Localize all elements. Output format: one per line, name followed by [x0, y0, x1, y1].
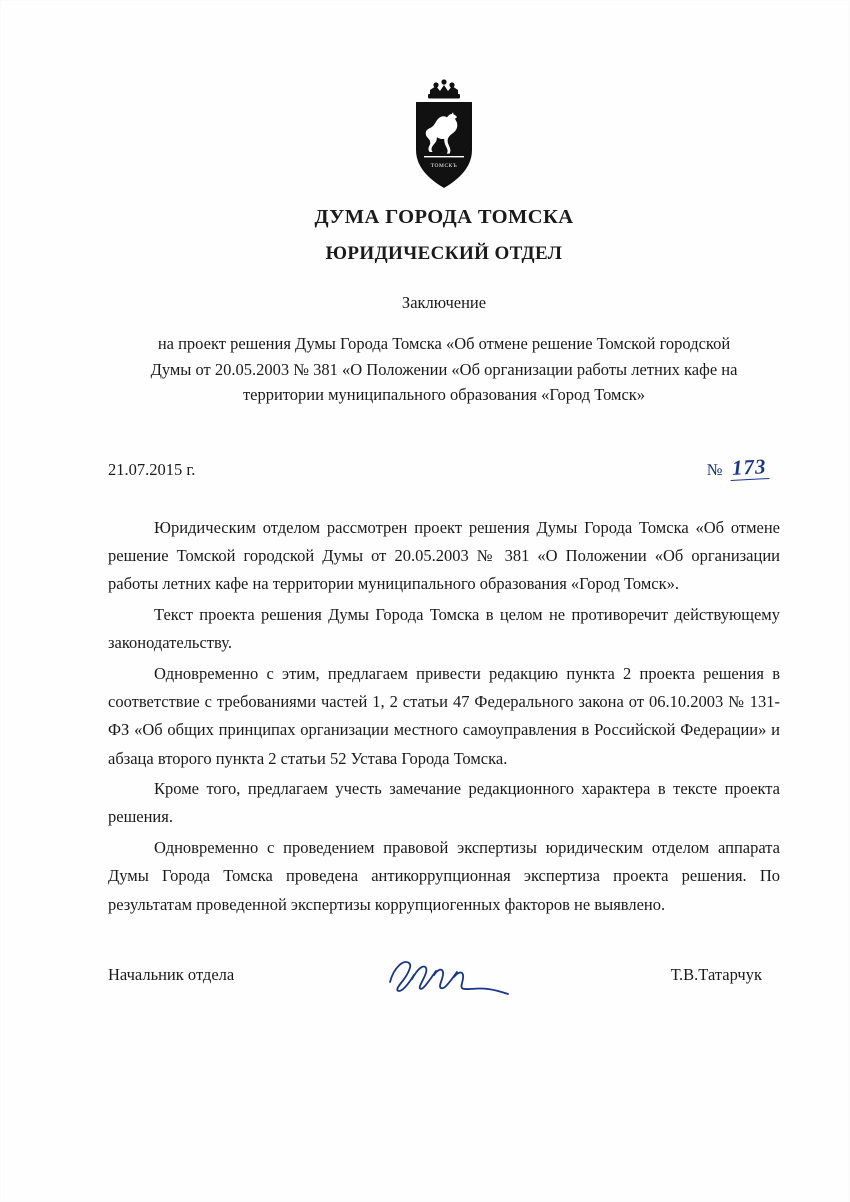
document-body: [108, 514, 780, 919]
emblem-container: [108, 72, 780, 196]
department-title: ЮРИДИЧЕСКИЙ ОТДЕЛ: [325, 243, 563, 264]
document-content: [108, 72, 780, 985]
signer-name: Т.В.Татарчук: [670, 964, 762, 984]
coat-of-arms-icon: [396, 72, 492, 196]
body-paragraph: Юридическим отделом рассмотрен проект решения Думы Города Томска «Об отмене решение Томской городской Думы от 20.05.2003 № 381 «О Положении «Об организации работы летних кафе на территории муниципального образования «Город Томск».: [108, 517, 780, 594]
body-paragraph: Одновременно с этим, предлагаем привести редакцию пункта 2 проекта решения в соответствие с требованиями частей 1, 2 статьи 47 Федерального закона от 06.10.2003 № 131-ФЗ «Об общих принципах организации местного самоуправления в Российской Федерации» и абзаца второго пункта 2 статьи 52 Устава Города Томска.: [108, 663, 780, 768]
document-kind: Заключение: [401, 293, 487, 312]
organization-title: ДУМА ГОРОДА ТОМСКА: [314, 206, 574, 228]
body-paragraph: Текст проекта решения Думы Города Томска в целом не противоречит действующему законодательству.: [108, 604, 780, 653]
svg-text:ТОМСКЪ: ТОМСКЪ: [430, 163, 458, 169]
body-paragraph: Кроме того, предлагаем учесть замечание редакционного характера в тексте проекта решения.: [108, 779, 780, 827]
signature-row: [108, 965, 780, 985]
body-paragraph: Одновременно с проведением правовой экспертизы юридическим отделом аппарата Думы Города Томска проведена антикоррупционная экспертиза проекта решения. По результатам проведенной экспертизы коррупциогенных факторов не выявлено.: [108, 837, 780, 914]
document-number: [706, 453, 780, 480]
document-date: 21.07.2015 г.: [108, 459, 196, 479]
document-meta-row: [108, 453, 780, 480]
number-value: 173: [729, 455, 769, 481]
document-subject: на проект решения Думы Города Томска «Об отмене решение Томской городской Думы от 20.05.2003 № 381 «О Положении «Об организации работы летних кафе на территории муниципального образования «Город Томск»: [150, 334, 738, 405]
signer-title: Начальник отдела: [108, 964, 235, 984]
handwritten-signature-icon: [384, 955, 534, 1001]
number-sign: №: [706, 459, 723, 479]
